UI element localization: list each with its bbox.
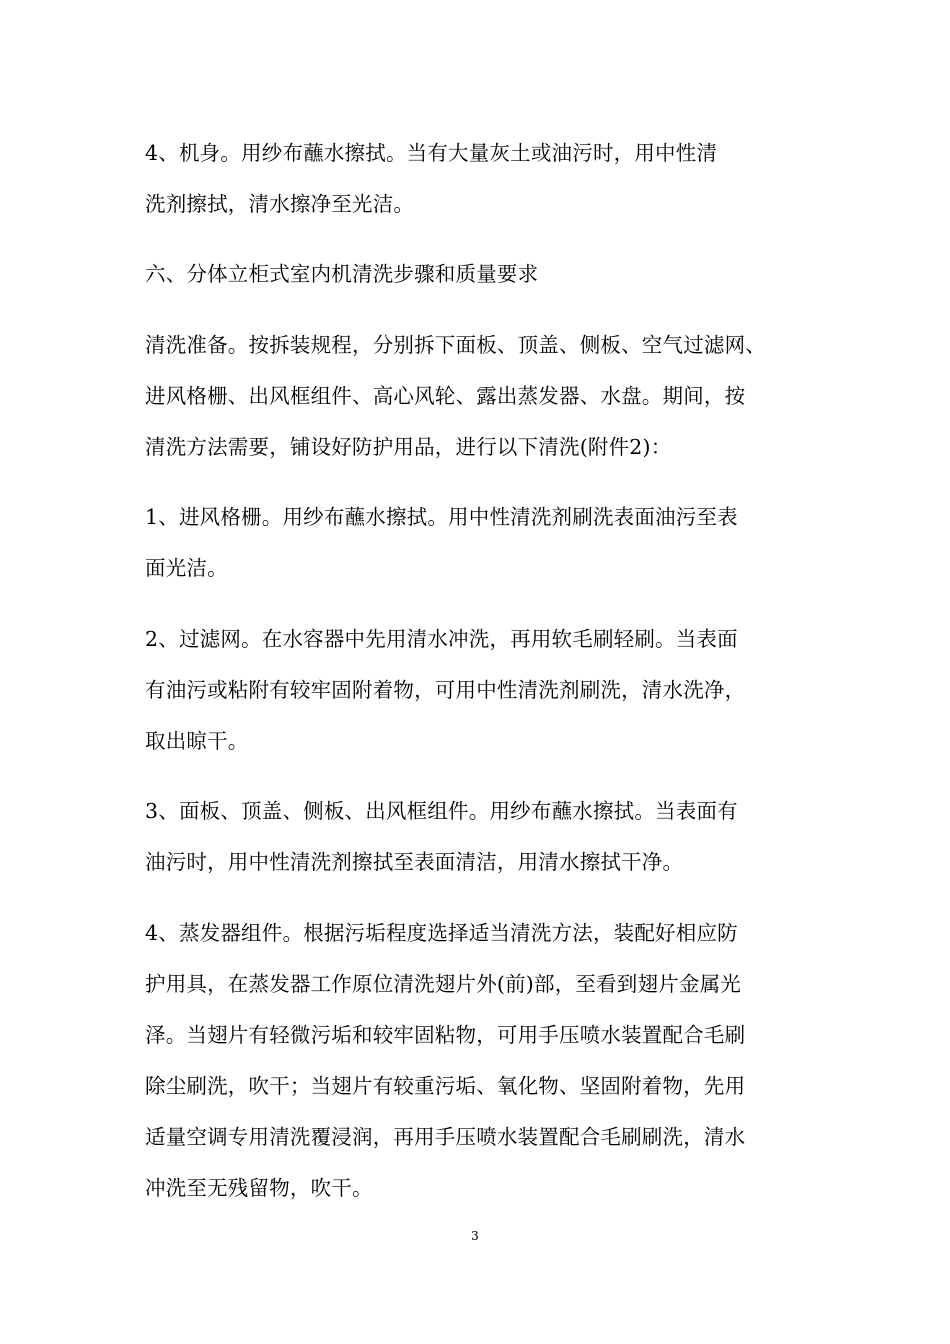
text-line: 洗剂擦拭，清水擦净至光洁。 xyxy=(145,192,415,216)
text-line: 进风格栅、出风框组件、高心风轮、露出蒸发器、水盘。期间，按 xyxy=(145,384,746,408)
text-line: 油污时，用中性清洗剂擦拭至表面清洁，用清水擦拭干净。 xyxy=(145,850,684,874)
text-line: 冲洗至无残留物，吹干。 xyxy=(145,1176,373,1200)
text-line: 面光洁。 xyxy=(145,556,228,580)
text-line: 适量空调专用清洗覆浸润，再用手压喷水装置配合毛刷刷洗，清水 xyxy=(145,1125,746,1149)
section-heading: 六、分体立柜式室内机清洗步骤和质量要求 xyxy=(145,262,539,286)
text-line: 护用具，在蒸发器工作原位清洗翅片外(前)部，至看到翅片金属光 xyxy=(145,972,741,996)
page-number: 3 xyxy=(471,1229,479,1243)
text-line: 2、过滤网。在水容器中先用清水冲洗，再用软毛刷轻刷。当表面 xyxy=(145,627,738,651)
text-line: 1、进风格栅。用纱布蘸水擦拭。用中性清洗剂刷洗表面油污至表 xyxy=(145,505,738,529)
text-line: 取出晾干。 xyxy=(145,729,249,753)
text-line: 清洗准备。按拆装规程，分别拆下面板、顶盖、侧板、空气过滤网、 xyxy=(145,333,766,357)
text-line: 4、蒸发器组件。根据污垢程度选择适当清洗方法，装配好相应防 xyxy=(145,921,738,945)
text-line: 4、机身。用纱布蘸水擦拭。当有大量灰土或油污时，用中性清 xyxy=(145,141,718,165)
text-line: 泽。当翅片有轻微污垢和较牢固粘物，可用手压喷水装置配合毛刷 xyxy=(145,1023,746,1047)
text-line: 除尘刷洗，吹干；当翅片有较重污垢、氧化物、坚固附着物，先用 xyxy=(145,1074,746,1098)
text-line: 3、面板、顶盖、侧板、出风框组件。用纱布蘸水擦拭。当表面有 xyxy=(145,799,738,823)
text-line: 有油污或粘附有较牢固附着物，可用中性清洗剂刷洗，清水洗净， xyxy=(145,678,746,702)
text-line: 清洗方法需要，铺设好防护用品，进行以下清洗(附件2)： xyxy=(145,435,672,459)
